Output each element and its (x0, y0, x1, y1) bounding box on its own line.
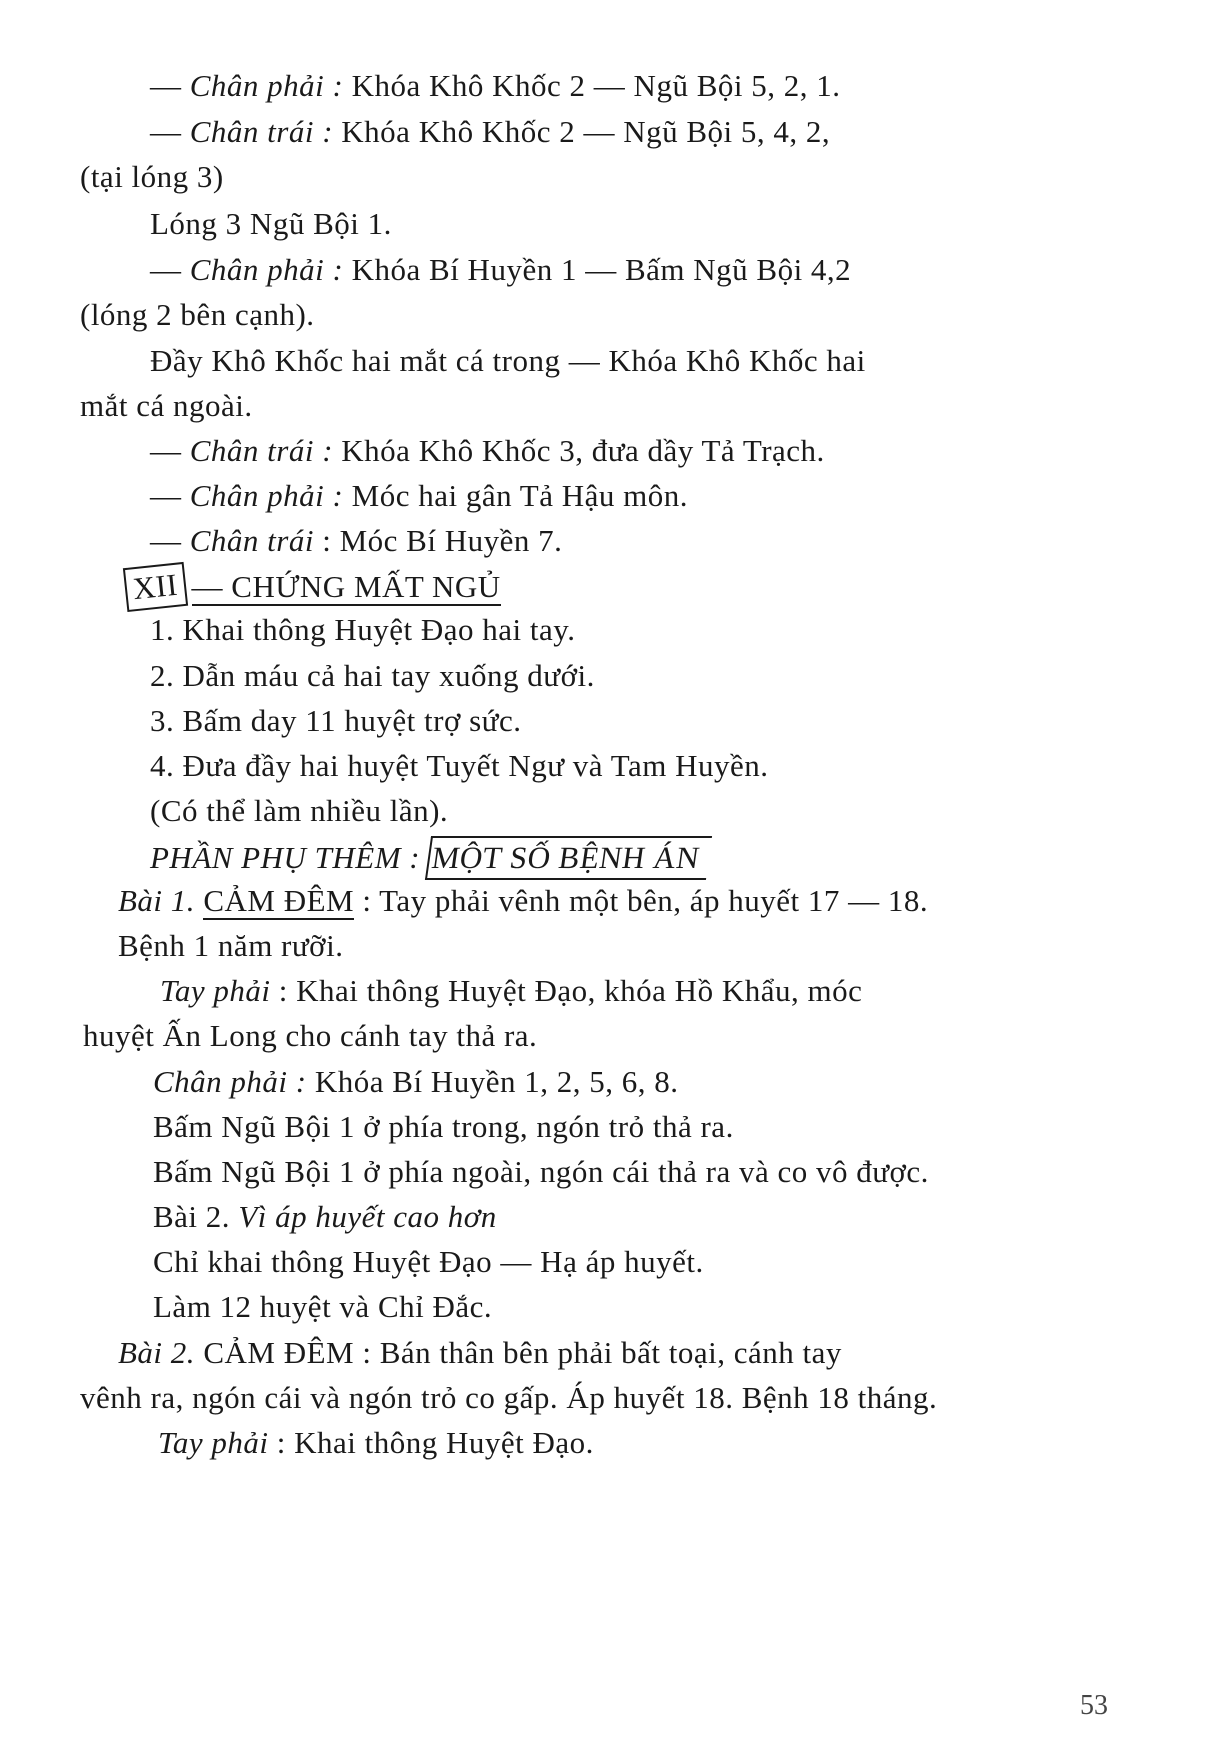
line-10: — Chân phải : Móc hai gân Tả Hậu môn. (150, 478, 688, 513)
line-16: 4. Đưa đầy hai huyệt Tuyết Ngư và Tam Huyền. (150, 748, 769, 783)
line-30: vênh ra, ngón cái và ngón trỏ co gấp. Áp huyết 18. Bệnh 18 tháng. (80, 1380, 938, 1415)
appendix-heading: PHẦN PHỤ THÊM : MỘT SỐ BỆNH ÁN (150, 836, 710, 880)
line-5: — Chân phải : Khóa Bí Huyền 1 — Bấm Ngũ Bội 4,2 (150, 252, 852, 287)
page-number: 53 (1080, 1690, 1108, 1721)
line-24: Bấm Ngũ Bội 1 ở phía trong, ngón trỏ thả ra. (153, 1109, 734, 1144)
line-25: Bấm Ngũ Bội 1 ở phía ngoài, ngón cái thả ra và co vô được. (153, 1154, 929, 1189)
line-19: Bài 1. CẢM ĐÊM : Tay phải vênh một bên, áp huyết 17 — 18. (118, 883, 929, 918)
line-8: mắt cá ngoài. (80, 388, 253, 423)
roman-numeral-box: XII (123, 562, 188, 612)
line-31: Tay phải : Khai thông Huyệt Đạo. (158, 1425, 594, 1460)
line-14: 2. Dẫn máu cả hai tay xuống dưới. (150, 658, 595, 693)
line-15: 3. Bấm day 11 huyệt trợ sức. (150, 703, 522, 738)
line-28: Làm 12 huyệt và Chỉ Đắc. (153, 1289, 493, 1324)
section-heading-xii: XII — CHỨNG MẤT NGỦ (125, 565, 501, 609)
line-21: Tay phải : Khai thông Huyệt Đạo, khóa Hồ Khẩu, móc (160, 973, 863, 1008)
line-23: Chân phải : Khóa Bí Huyền 1, 2, 5, 6, 8. (153, 1064, 679, 1099)
line-22: huyệt Ấn Long cho cánh tay thả ra. (83, 1018, 538, 1053)
line-7: Đầy Khô Khốc hai mắt cá trong — Khóa Khô Khốc hai (150, 343, 866, 378)
appendix-box: MỘT SỐ BỆNH ÁN (425, 836, 713, 880)
line-26: Bài 2. Vì áp huyết cao hơn (153, 1199, 497, 1234)
line-11: — Chân trái : Móc Bí Huyền 7. (150, 523, 563, 558)
line-29: Bài 2. CẢM ĐÊM : Bán thân bên phải bất toại, cánh tay (118, 1335, 842, 1370)
line-9: — Chân trái : Khóa Khô Khốc 3, đưa dầy Tả Trạch. (150, 433, 825, 468)
line-1: — Chân phải : Khóa Khô Khốc 2 — Ngũ Bội 5, 2, 1. (150, 68, 841, 103)
line-4: Lóng 3 Ngũ Bội 1. (150, 206, 392, 241)
line-20: Bệnh 1 năm rưỡi. (118, 928, 344, 963)
line-13: 1. Khai thông Huyệt Đạo hai tay. (150, 612, 576, 647)
line-2: — Chân trái : Khóa Khô Khốc 2 — Ngũ Bội 5, 4, 2, (150, 114, 831, 149)
line-17: (Có thể làm nhiều lần). (150, 793, 449, 828)
line-27: Chỉ khai thông Huyệt Đạo — Hạ áp huyết. (153, 1244, 704, 1279)
line-3: (tại lóng 3) (80, 159, 224, 194)
line-6: (lóng 2 bên cạnh). (80, 297, 315, 332)
